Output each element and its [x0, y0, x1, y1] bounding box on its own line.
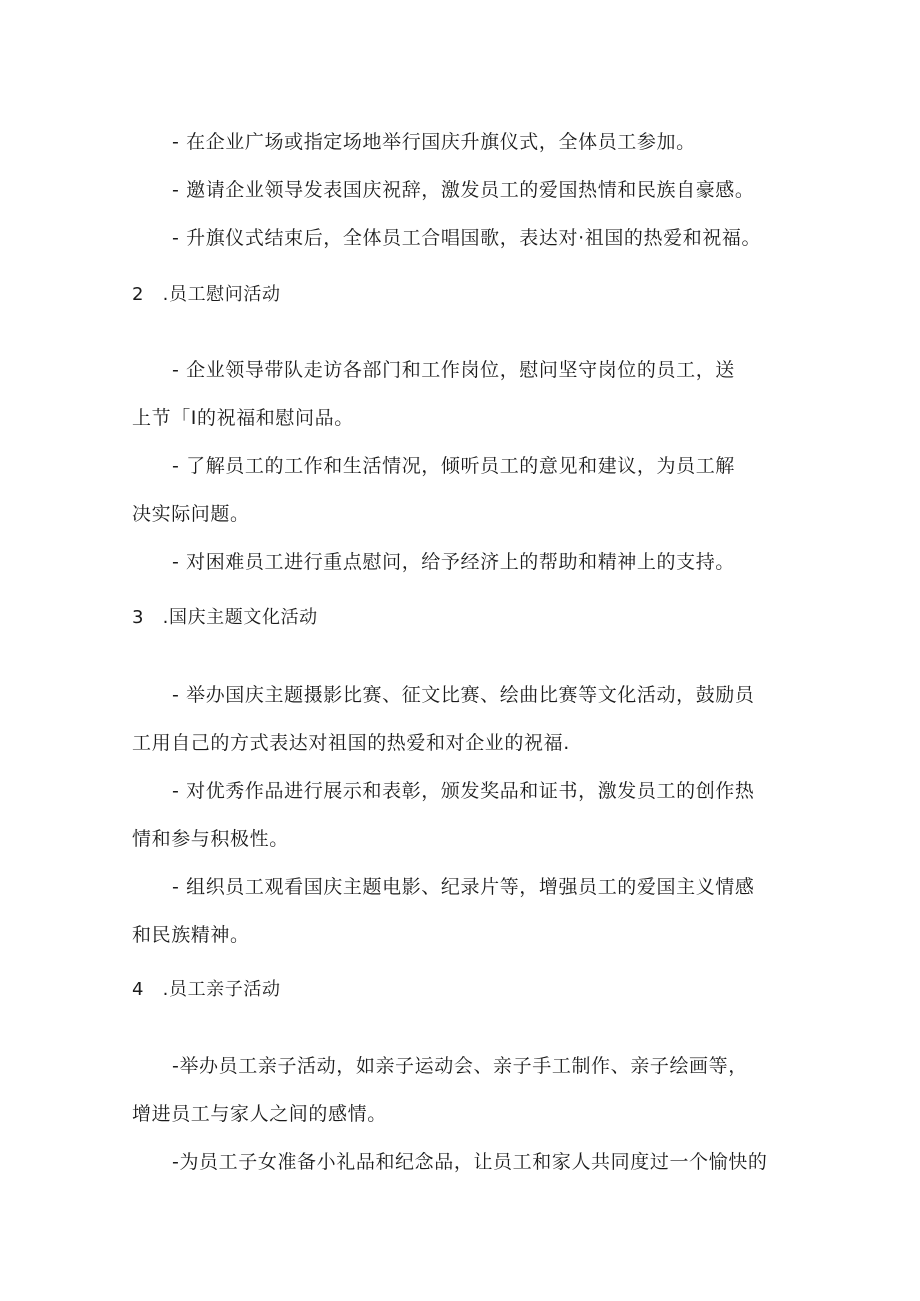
bullet-gifts: -为员工子女准备小礼品和纪念品，让员工和家人共同度过一个愉快的 — [172, 1151, 768, 1173]
bullet-leader-speech: - 邀请企业领导发表国庆祝辞，激发员工的爱国热情和民族自豪感。 — [172, 179, 755, 201]
bullet-hardship-visit: - 对困难员工进行重点慰问，给予经济上的帮助和精神上的支持。 — [172, 551, 735, 573]
bullet-contests-cont: 工用自己的方式表达对祖国的热爱和对企业的祝福. — [132, 732, 570, 754]
bullet-awards-cont: 情和参与积极性。 — [132, 828, 289, 850]
bullet-family-activities: -举办员工亲子活动，如亲子运动会、亲子手工制作、亲子绘画等， — [172, 1055, 748, 1077]
bullet-films-cont: 和民族精神。 — [132, 924, 250, 946]
bullet-awards: - 对优秀作品进行展示和表彰，颁发奖品和证书，激发员工的创作热 — [172, 780, 755, 802]
bullet-leader-visit-cont: 上节「I的祝福和慰问品。 — [132, 407, 354, 429]
section-heading-4: 4 .员工亲子活动 — [132, 979, 281, 1000]
bullet-understand-staff-cont: 决实际问题。 — [132, 503, 250, 525]
bullet-leader-visit: - 企业领导带队走访各部门和工作岗位，慰问坚守岗位的员工，送 — [172, 359, 735, 381]
bullet-anthem: - 升旗仪式结束后，全体员工合唱国歌，表达对·祖国的热爱和祝福。 — [172, 227, 762, 249]
section-heading-3: 3 .国庆主题文化活动 — [132, 607, 318, 628]
bullet-contests: - 举办国庆主题摄影比赛、征文比赛、绘曲比赛等文化活动，鼓励员 — [172, 684, 755, 706]
section-heading-2: 2 .员工慰问活动 — [132, 284, 281, 305]
bullet-understand-staff: - 了解员工的工作和生活情况，倾听员工的意见和建议，为员工解 — [172, 455, 735, 477]
bullet-family-activities-cont: 增进员工与家人之间的感情。 — [132, 1103, 387, 1125]
bullet-flag-ceremony: - 在企业广场或指定场地举行国庆升旗仪式，全体员工参加。 — [172, 131, 696, 153]
bullet-films: - 组织员工观看国庆主题电影、纪录片等，增强员工的爱国主义情感 — [172, 876, 755, 898]
